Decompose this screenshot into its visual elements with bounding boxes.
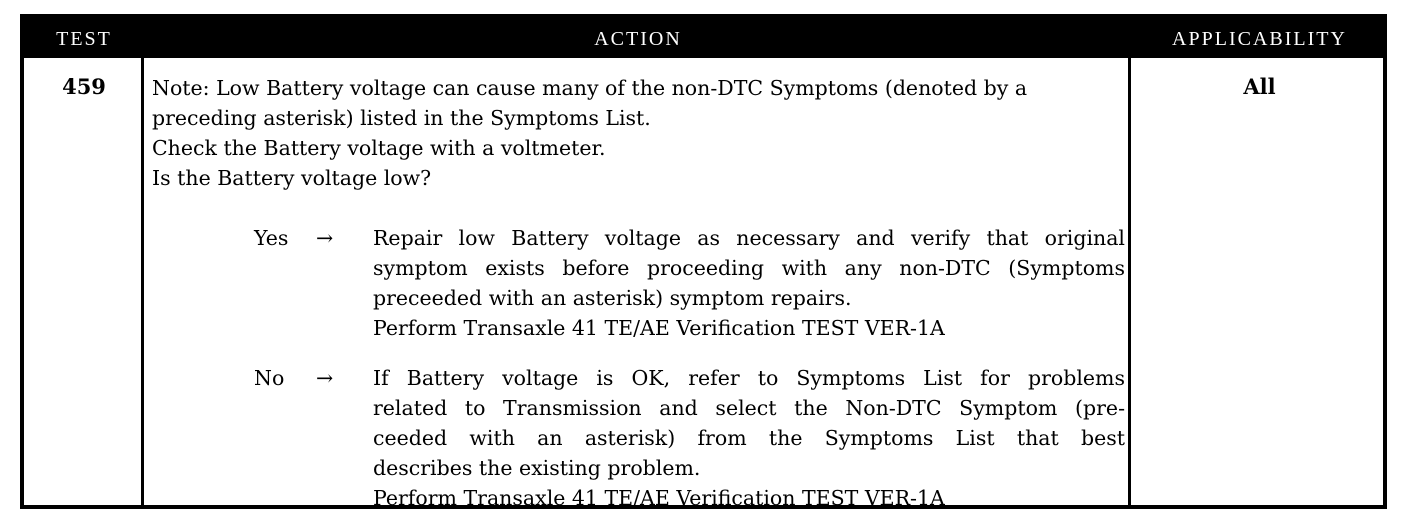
action-line: preceding asterisk) listed in the Symptoms List. xyxy=(152,106,651,130)
no-line: describes the existing problem. xyxy=(373,456,701,480)
header-applicability: APPLICABILITY xyxy=(1172,28,1347,50)
table-header-row xyxy=(24,18,1383,58)
yes-line: symptom exists before proceeding with any non-DTC (Symptoms xyxy=(373,256,1125,280)
yes-line: preceeded with an asterisk) symptom repairs. xyxy=(373,286,852,310)
no-line: related to Transmission and select the Non-DTC Symptom (pre- xyxy=(373,396,1125,420)
yes-label: Yes xyxy=(254,226,289,250)
applicability-value: All xyxy=(1243,74,1276,99)
column-divider-applicability xyxy=(1128,58,1131,505)
yes-outcome xyxy=(373,223,1125,343)
test-number: 459 xyxy=(62,74,106,99)
action-line: Is the Battery voltage low? xyxy=(152,166,432,190)
diagnostic-table xyxy=(20,14,1387,509)
yes-line: Perform Transaxle 41 TE/AE Verification TEST VER-1A xyxy=(373,316,945,340)
action-line: Check the Battery voltage with a voltmeter. xyxy=(152,136,606,160)
action-line: Note: Low Battery voltage can cause many of the non-DTC Symptoms (denoted by a xyxy=(152,76,1028,100)
no-line: ceeded with an asterisk) from the Symptoms List that best xyxy=(373,426,1125,450)
header-action: ACTION xyxy=(594,28,682,50)
no-line: If Battery voltage is OK, refer to Symptoms List for problems xyxy=(373,366,1125,390)
no-label: No xyxy=(254,366,285,390)
no-outcome xyxy=(373,363,1125,513)
column-divider-test xyxy=(141,58,144,505)
action-instructions xyxy=(152,73,1122,193)
right-arrow-icon: → xyxy=(316,366,334,390)
no-line: Perform Transaxle 41 TE/AE Verification TEST VER-1A xyxy=(373,486,945,510)
right-arrow-icon: → xyxy=(316,226,334,250)
header-test: TEST xyxy=(56,28,112,50)
yes-line: Repair low Battery voltage as necessary and verify that original xyxy=(373,226,1125,250)
